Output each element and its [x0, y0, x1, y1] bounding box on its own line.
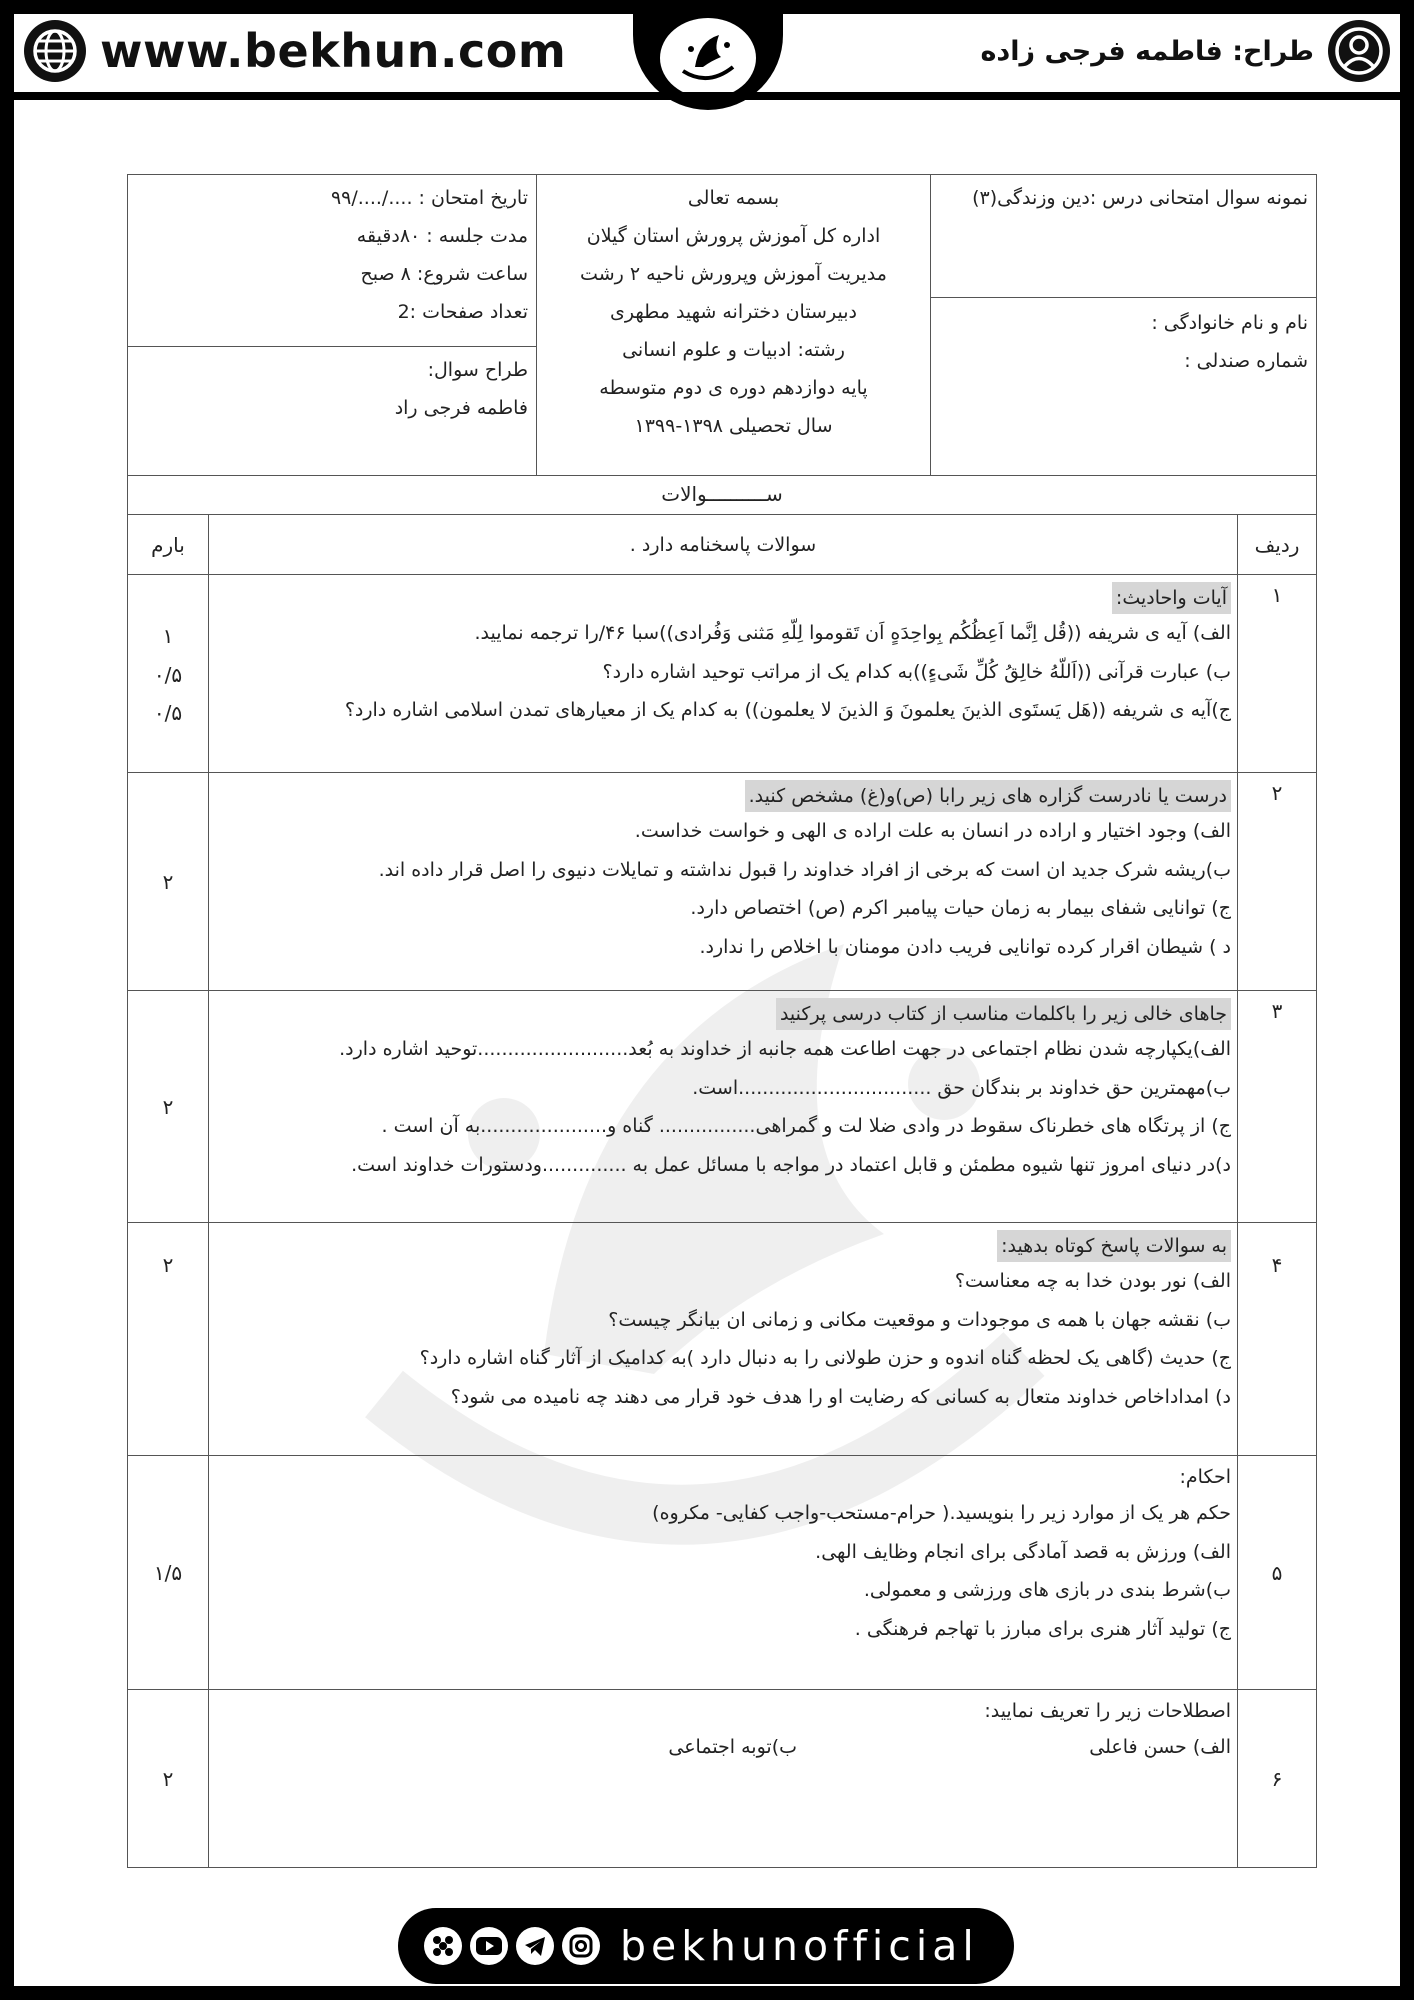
answer-sheet-note: سوالات پاسخنامه دارد .: [209, 515, 1238, 575]
question-score: ۱: [162, 624, 174, 648]
question-item: الف) وجود اختیار و اراده در انسان به علت اراده ی الهی و خواست خداست.: [634, 820, 1231, 842]
question-item: ب) عبارت قرآنی ((اَللّهُ خالِقُ کُلِّ شَیءٍ))به کدام یک از مراتب توحید اشاره دارد؟: [602, 660, 1231, 683]
page-count: تعداد صفحات :2: [397, 301, 528, 323]
question-title: درست یا نادرست گزاره های زیر رابا (ص)و(غ) مشخص کنید.: [745, 780, 1231, 812]
question-item: ب)توبه اجتماعی: [668, 1736, 797, 1758]
question-score: ۲: [128, 1223, 209, 1456]
question-item: ب)مهمترین حق خداوند بر بندگان حق ................................است.: [692, 1076, 1231, 1099]
student-info-panel: [930, 175, 1316, 475]
school-line: پایه دوازدهم دوره ی دوم متوسطه: [599, 377, 868, 399]
question-number: ۳: [1238, 991, 1317, 1223]
question-title: آیات واحادیث:: [1112, 582, 1231, 614]
question-number: ۴: [1238, 1223, 1317, 1456]
school-line: سال تحصیلی ۱۳۹۸-۱۳۹۹: [634, 415, 833, 437]
question-score: ۱/۵: [128, 1456, 209, 1690]
designer-badge: [980, 18, 1390, 84]
question-item: ج)آیه ی شریفه ((هَل یَستَوی الذینَ یعلمونَ وَ الذینَ لا یعلمون)) به کدام یک از معیارهای تمدن اسلامی اشاره دارد؟: [344, 699, 1231, 721]
question-item: الف) آیه ی شریفه ((قُل اِنَّما اَعِظُکُم بِواحِدَهٍ اَن تَقوموا لِلّهِ مَثنی وَفُرادی))سبا ۴۶/را ترجمه نمایید.: [474, 622, 1231, 644]
question-row: [128, 1456, 1317, 1690]
exam-table: [127, 174, 1317, 1868]
seat-number-label: شماره صندلی :: [1184, 350, 1308, 372]
youtube-icon[interactable]: [470, 1927, 508, 1965]
website-url[interactable]: www.bekhun.com: [100, 24, 567, 78]
question-row: [128, 991, 1317, 1223]
exam-date: تاریخ امتحان : ..../..../۹۹: [330, 187, 528, 209]
exam-duration: مدت جلسه : ۸۰دقیقه: [356, 225, 528, 247]
social-footer: [398, 1908, 1014, 1984]
school-info-panel: [536, 175, 930, 475]
question-item: ب) نقشه جهان با همه ی موجودات و موقعیت مکانی و زمانی ان بیانگر چیست؟: [608, 1308, 1231, 1331]
school-line: دبیرستان دخترانه شهید مطهری: [610, 301, 857, 323]
question-item: ب)ریشه شرک جدید ان است که برخی از افراد خداوند را قبول نداشته و تمایلات دنیوی را اصل قرار داده اند.: [378, 858, 1231, 881]
question-item: ج) توانایی شفای بیمار به زمان حیات پیامبر اکرم (ص) اختصاص دارد.: [690, 897, 1231, 919]
question-item: ج) حدیث (گاهی یک لحظه گناه اندوه و حزن طولانی را به دنبال دارد )به کدامیک از آثار گناه اشاره دارد؟: [419, 1347, 1231, 1369]
question-number: ۵: [1238, 1456, 1317, 1690]
question-designer-label: طراح سوال:: [427, 359, 528, 381]
question-row: [128, 1690, 1317, 1868]
page: [14, 14, 1400, 1986]
question-item: ب)شرط بندی در بازی های ورزشی و معمولی.: [863, 1579, 1231, 1601]
question-row: [128, 773, 1317, 991]
question-item: د)در دنیای امروز تنها شیوه مطمئن و قابل اعتماد در مواجه با مسائل عمل به ..............ودستورات خداوند است.: [351, 1153, 1231, 1176]
top-bar: [14, 14, 1400, 90]
question-row: [128, 575, 1317, 773]
school-line: اداره کل آموزش پرورش استان گیلان: [586, 225, 881, 247]
school-line: بسمه تعالی: [687, 187, 780, 209]
designer-name: طراح: فاطمه فرجی زاده: [980, 35, 1314, 67]
question-number: ۶: [1238, 1690, 1317, 1868]
question-item: الف)یکپارچه شدن نظام اجتماعی در جهت اطاعت همه جانبه از خداوند به بُعد.........................توحید اشاره دارد.: [339, 1038, 1231, 1060]
question-item: الف) ورزش به قصد آمادگی برای انجام وظایف الهی.: [815, 1540, 1231, 1563]
column-row-header: ردیف: [1238, 515, 1317, 575]
instagram-icon[interactable]: [562, 1927, 600, 1965]
header-rule: [14, 92, 1400, 100]
section-title: ســــــــــوالات: [128, 476, 1317, 515]
globe-icon: [24, 20, 86, 82]
aparat-icon[interactable]: [424, 1927, 462, 1965]
question-score: ۰/۵: [153, 662, 183, 687]
social-handle[interactable]: bekhunofficial: [620, 1922, 979, 1970]
question-item: ج) تولید آثار هنری برای مبارز با تهاجم فرهنگی .: [854, 1617, 1231, 1640]
website-link[interactable]: [24, 18, 566, 84]
question-row: [128, 1223, 1317, 1456]
question-number: ۱: [1238, 575, 1317, 773]
question-item: د ) شیطان اقرار کرده توانایی فریب دادن مومنان با اخلاص را ندارد.: [699, 935, 1231, 958]
question-item: د) امداداخاص خداوند متعال به کسانی که رضایت او را هدف خود قرار می دهند چه نامیده می شود؟: [450, 1385, 1231, 1408]
question-score: ۲: [128, 1690, 209, 1868]
user-avatar-icon: [1328, 20, 1390, 82]
question-number: ۲: [1238, 773, 1317, 991]
question-item: ج) از پرتگاه های خطرناک سقوط در وادی ضلا لت و گمراهی................ گناه و.....................به آن است .: [381, 1115, 1231, 1137]
school-line: رشته: ادبیات و علوم انسانی: [622, 339, 845, 361]
question-score: ۰/۵: [153, 701, 183, 725]
exam-meta-panel: [128, 175, 536, 475]
question-score: ۲: [128, 991, 209, 1223]
column-score-header: بارم: [128, 515, 209, 575]
exam-title: نمونه سوال امتحانی درس :دین وزندگی(۳): [972, 187, 1308, 209]
student-name-label: نام و نام خانوادگی :: [1151, 312, 1308, 334]
question-title: احکام:: [1179, 1466, 1231, 1488]
telegram-icon[interactable]: [516, 1927, 554, 1965]
question-item: الف) حسن فاعلی: [1089, 1736, 1231, 1758]
question-item: حکم هر یک از موارد زیر را بنویسید.( حرام-مستحب-واجب کفایی- مکروه): [652, 1502, 1231, 1524]
question-title: به سوالات پاسخ کوتاه بدهید:: [997, 1230, 1231, 1262]
question-designer-name: فاطمه فرجی راد: [394, 397, 528, 419]
question-title: جاهای خالی زیر را باکلمات مناسب از کتاب درسی پرکنید: [776, 998, 1231, 1030]
question-score: ۲: [128, 773, 209, 991]
question-item: الف) نور بودن خدا به چه معناست؟: [954, 1270, 1231, 1292]
exam-start-time: ساعت شروع: ۸ صبح: [360, 263, 528, 285]
school-line: مدیریت آموزش وپرورش ناحیه ۲ رشت: [580, 263, 887, 285]
question-title: اصطلاحات زیر را تعریف نمایید:: [984, 1700, 1231, 1722]
